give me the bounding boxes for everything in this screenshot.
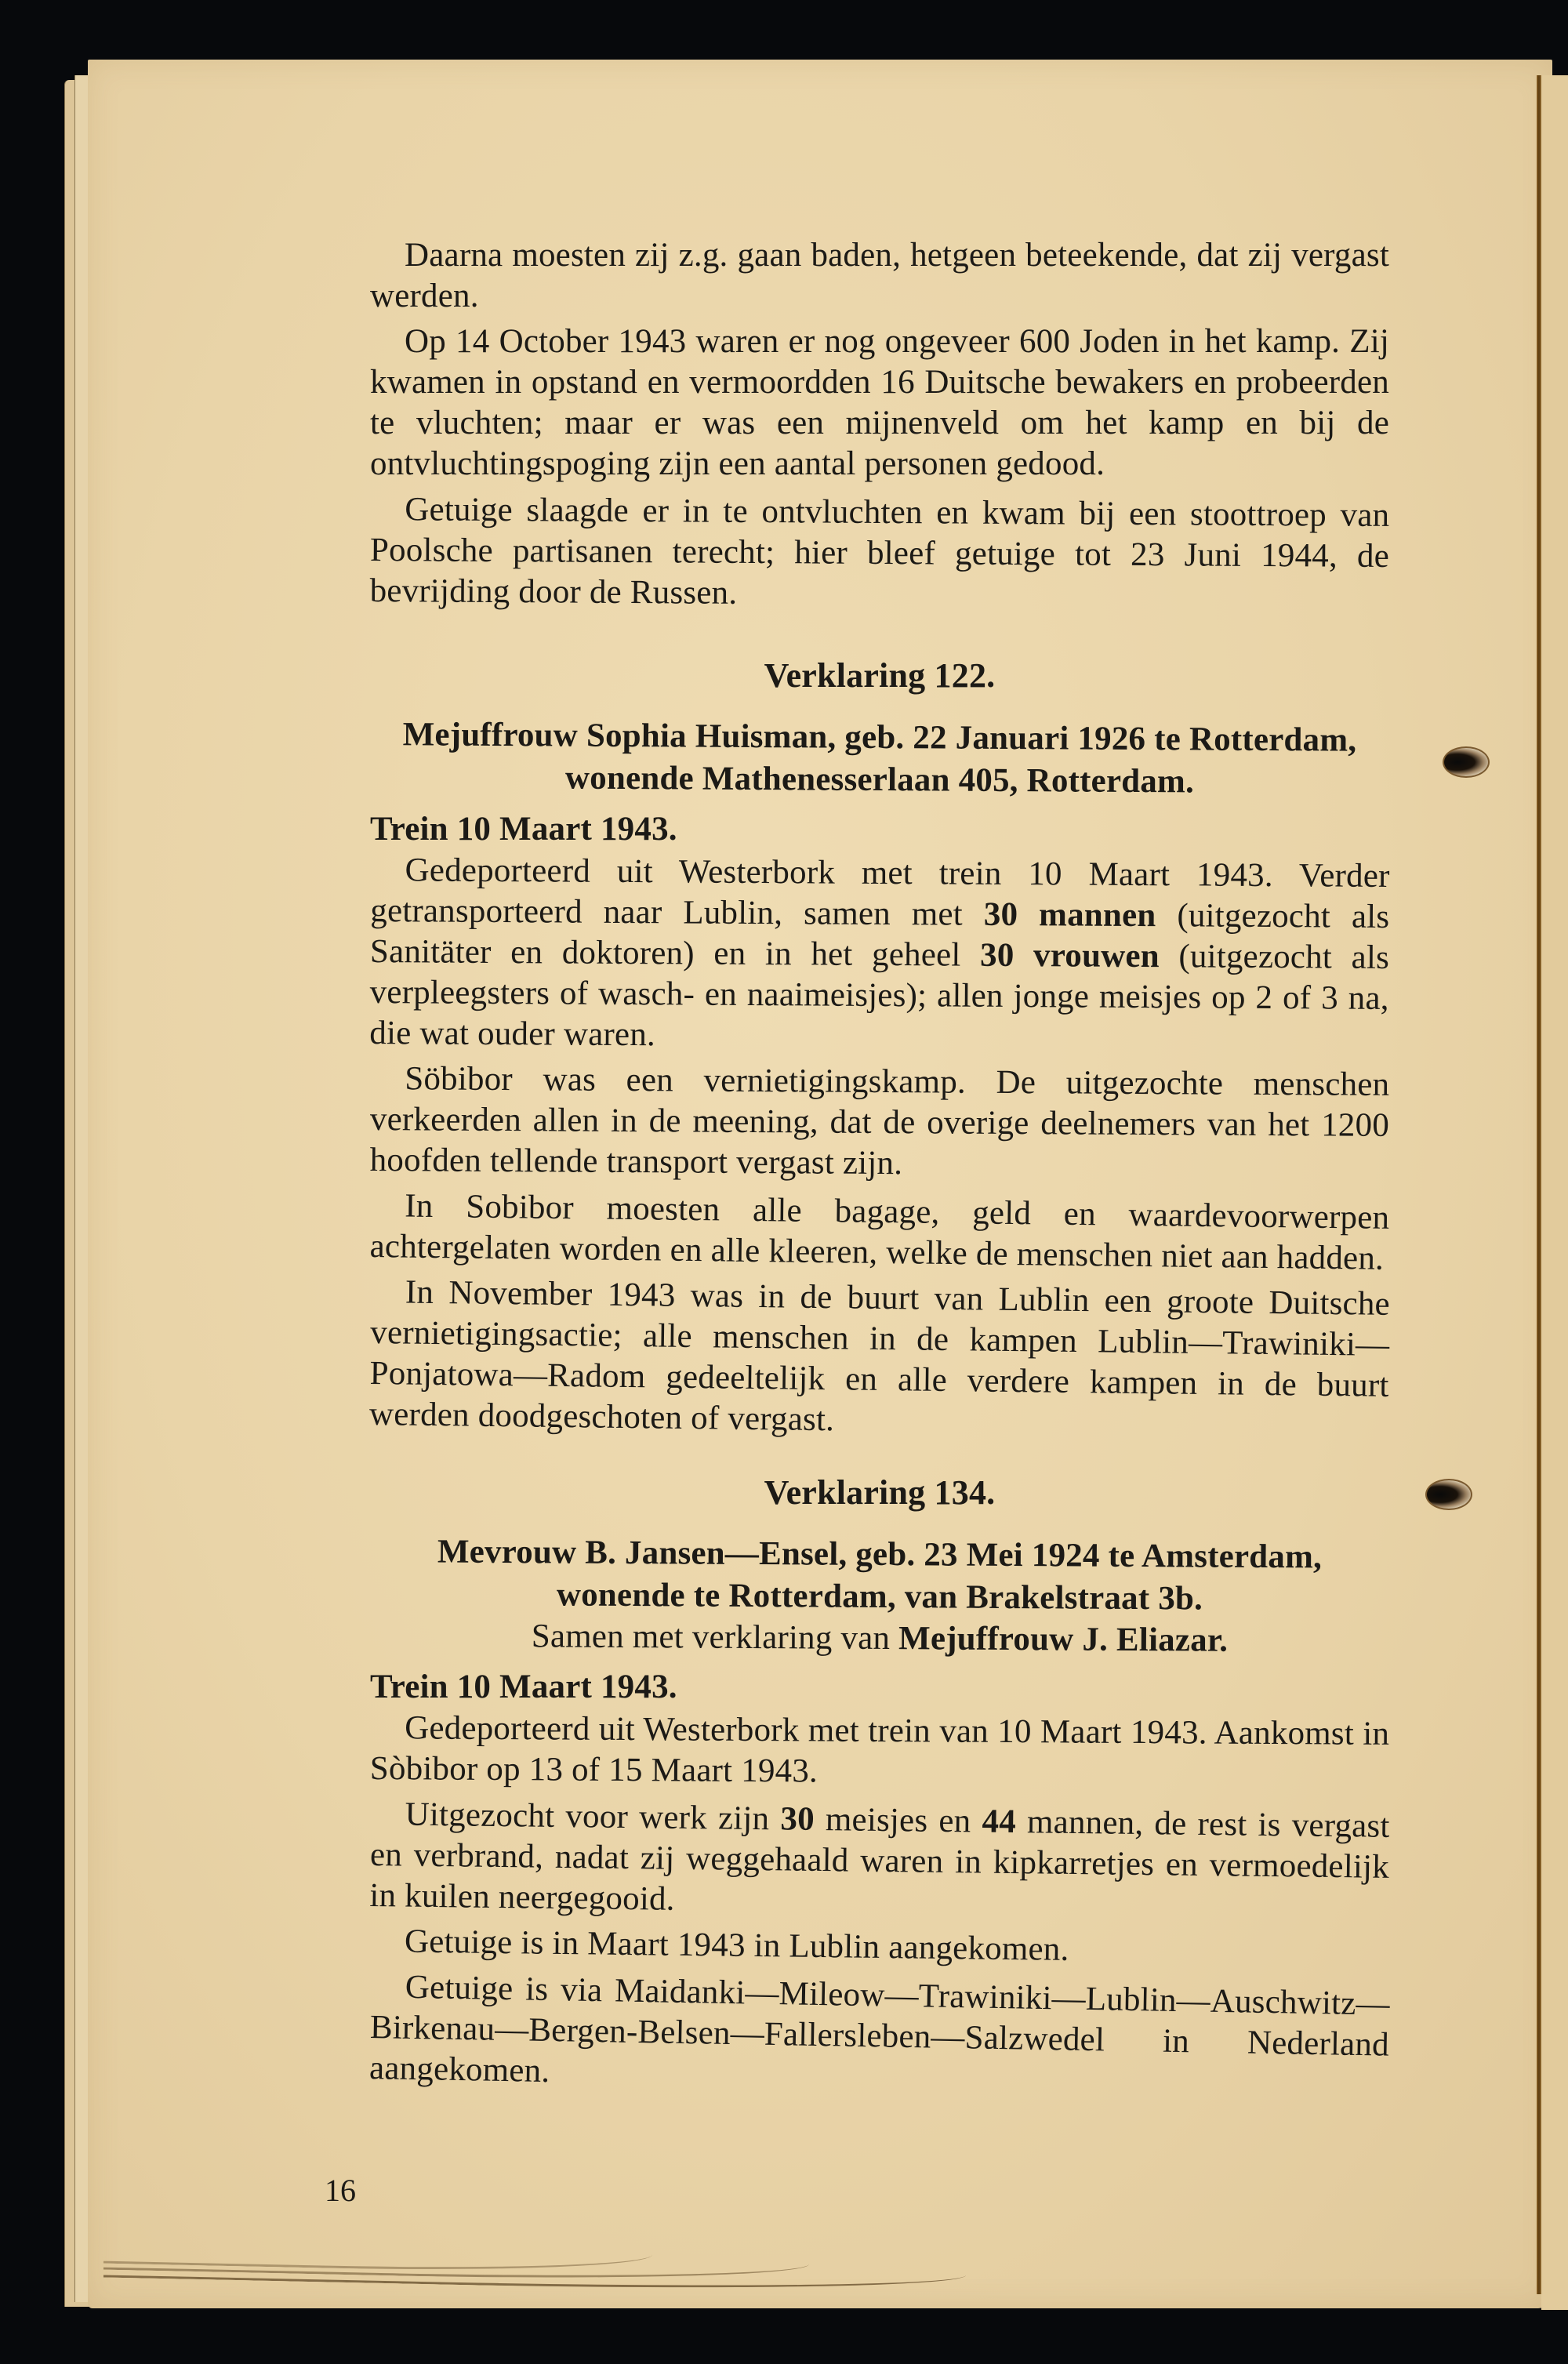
punch-hole-icon — [1425, 1479, 1472, 1510]
text-run: Gedeporteerd uit Westerbork met trein 10 Maart 1943. Verder getransporteerd naar Lublin, samen met — [370, 852, 1390, 933]
adjacent-page-edge — [1541, 75, 1568, 2310]
intro-paragraph: Daarna moesten zij z.g. gaan baden, hetgeen beteekende, dat zij vergast werden. — [370, 237, 1389, 314]
text-run: meisjes en — [814, 1800, 982, 1840]
statement-paragraph — [369, 1794, 1390, 1929]
section-heading: Verklaring 134. — [764, 1473, 996, 1512]
text-run: Samen met verklaring van — [531, 1618, 899, 1658]
text-run: mannen, de rest is vergast en verbrand, nadat zij weggehaald waren in kipkarretjes en vermoedelijk in kuilen neergegooid. — [369, 1803, 1390, 1918]
statement-paragraph: Söbibor was een vernietigingskamp. De uitgezochte menschen verkeerden allen in de meening, dat de overige deelnemers van het 1200 hoofden tellende transport vergast zijn. — [369, 1060, 1390, 1182]
punch-hole-icon — [1443, 746, 1490, 778]
bold-run: 30 mannen — [983, 895, 1156, 935]
text-run: (uitgezocht als Sanitäter en doktoren) en in het geheel — [369, 897, 1390, 974]
intro-paragraph: Op 14 October 1943 waren er nog ongeveer 600 Joden in het kamp. Zij kwamen in opstand en vermoordden 16 Duitsche bewakers en probeerden te vluchten; maar er was een mijnenveld om het kamp en bij de ontvluchtingspoging zijn een aantal personen gedood. — [370, 323, 1389, 482]
joint-statement-note — [370, 1615, 1389, 1662]
witness-address: wonende te Rotterdam, van Brakelstraat 3b. — [556, 1576, 1203, 1618]
bold-run: Mejuffrouw J. Eliazar. — [898, 1620, 1229, 1659]
bold-run: 30 — [780, 1800, 815, 1838]
text-run: Uitgezocht voor werk zijn — [405, 1796, 781, 1838]
statement-paragraph — [369, 850, 1390, 1060]
train-date: Trein 10 Maart 1943. — [370, 811, 677, 848]
section-heading: Verklaring 122. — [764, 656, 996, 695]
witness-address: wonende Mathenesserlaan 405, Rotterdam. — [564, 759, 1195, 801]
statement-section-122 — [368, 655, 1391, 1439]
witness-line: Mejuffrouw Sophia Huisman, geb. 22 Januari 1926 te Rotterdam, — [402, 716, 1357, 759]
statement-paragraph: Gedeporteerd uit Westerbork met trein van 10 Maart 1943. Aankomst in Sòbibor op 13 of 15 Maart 1943. — [369, 1709, 1390, 1790]
statement-paragraph: In Sobibor moesten alle bagage, geld en waardevoorwerpen achtergelaten worden en alle kleeren, welke de menschen niet aan hadden. — [369, 1187, 1390, 1277]
text-run: (uitgezocht als verpleegsters of wasch- en naaimeisjes); allen jonge meisjes op 2 of 3 na, die wat ouder waren. — [369, 938, 1390, 1054]
bold-run: 44 — [982, 1803, 1017, 1841]
statement-paragraph: In November 1943 was in de buurt van Lublin een groote Duitsche vernietigingsactie; alle menschen in de kampen Lublin—Trawiniki—Ponjatowa—Radom gedeeltelijk en alle verdere kampen in de buurt werden doodgeschoten of vergast. — [368, 1273, 1391, 1439]
train-date: Trein 10 Maart 1943. — [370, 1669, 677, 1705]
statement-paragraph: Getuige is in Maart 1943 in Lublin aangekomen. — [404, 1923, 1069, 1968]
statement-section-134 — [370, 1473, 1389, 2089]
page-number: 16 — [325, 2173, 356, 2208]
bold-run: 30 vrouwen — [979, 936, 1160, 975]
intro-paragraph: Getuige slaagde er in te ontvluchten en kwam bij een stoottroep van Poolsche partisanen terecht; hier bleef getuige tot 23 Juni 1944, de bevrijding door de Russen. — [369, 491, 1390, 612]
page-text — [370, 235, 1389, 2089]
witness-line: Mevrouw B. Jansen—Ensel, geb. 23 Mei 1924 te Amsterdam, — [437, 1533, 1323, 1576]
statement-paragraph: Getuige is via Maidanki—Mileow—Trawiniki—Lublin—Auschwitz—Birkenau—Bergen-Belsen—Fallersleben—Salzwedel in Nederland aangekomen. — [368, 1968, 1391, 2090]
